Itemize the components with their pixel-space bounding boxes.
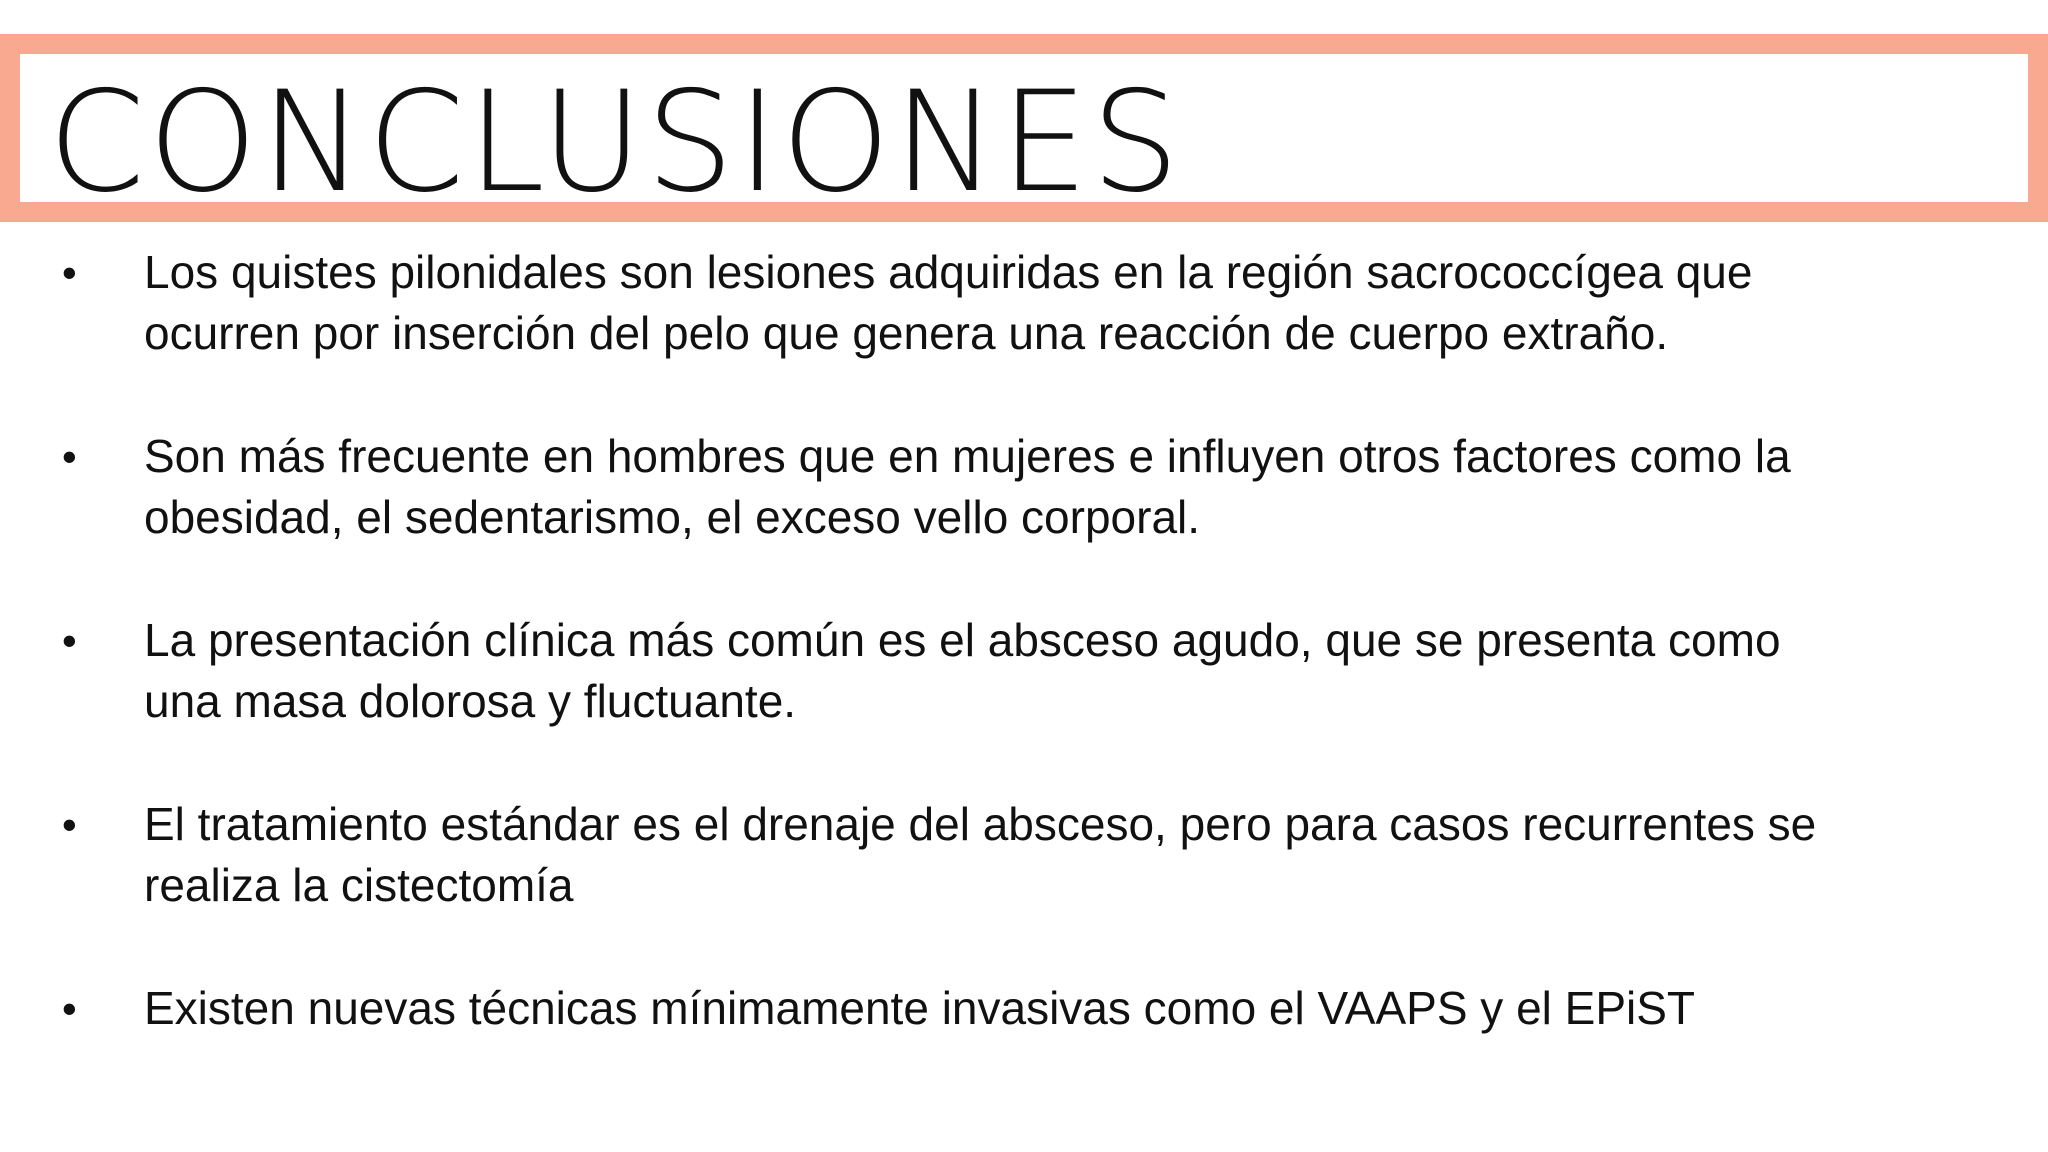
bullet-item (0, 794, 1850, 916)
bullet-item (0, 242, 1850, 364)
bullet-dot-icon: • (62, 801, 77, 848)
bullet-text: La presentación clínica más común es el absceso agudo, que se presenta como una masa dolorosa y fluctuante. (144, 614, 1781, 727)
bullet-text: El tratamiento estándar es el drenaje del absceso, pero para casos recurrentes se realiza la cistectomía (144, 798, 1817, 911)
bullet-text: Son más frecuente en hombres que en mujeres e influyen otros factores como la obesidad, el sedentarismo, el exceso vello corporal. (144, 430, 1791, 543)
bullet-dot-icon: • (62, 433, 77, 480)
bullet-text: Existen nuevas técnicas mínimamente invasivas como el VAAPS y el EPiST (144, 982, 1696, 1034)
title-box (0, 34, 2048, 222)
bullet-item (0, 610, 1850, 732)
bullet-text: Los quistes pilonidales son lesiones adquiridas en la región sacrococcígea que ocurren por inserción del pelo que genera una reacción de cuerpo extraño. (144, 246, 1753, 359)
bullet-item (0, 978, 1850, 1039)
bullet-list (0, 242, 2048, 1101)
slide-title: CONCLUSIONES (48, 61, 1183, 223)
bullet-item (0, 426, 1850, 548)
bullet-dot-icon: • (62, 985, 77, 1032)
bullet-dot-icon: • (62, 249, 77, 296)
bullet-dot-icon: • (62, 617, 77, 664)
